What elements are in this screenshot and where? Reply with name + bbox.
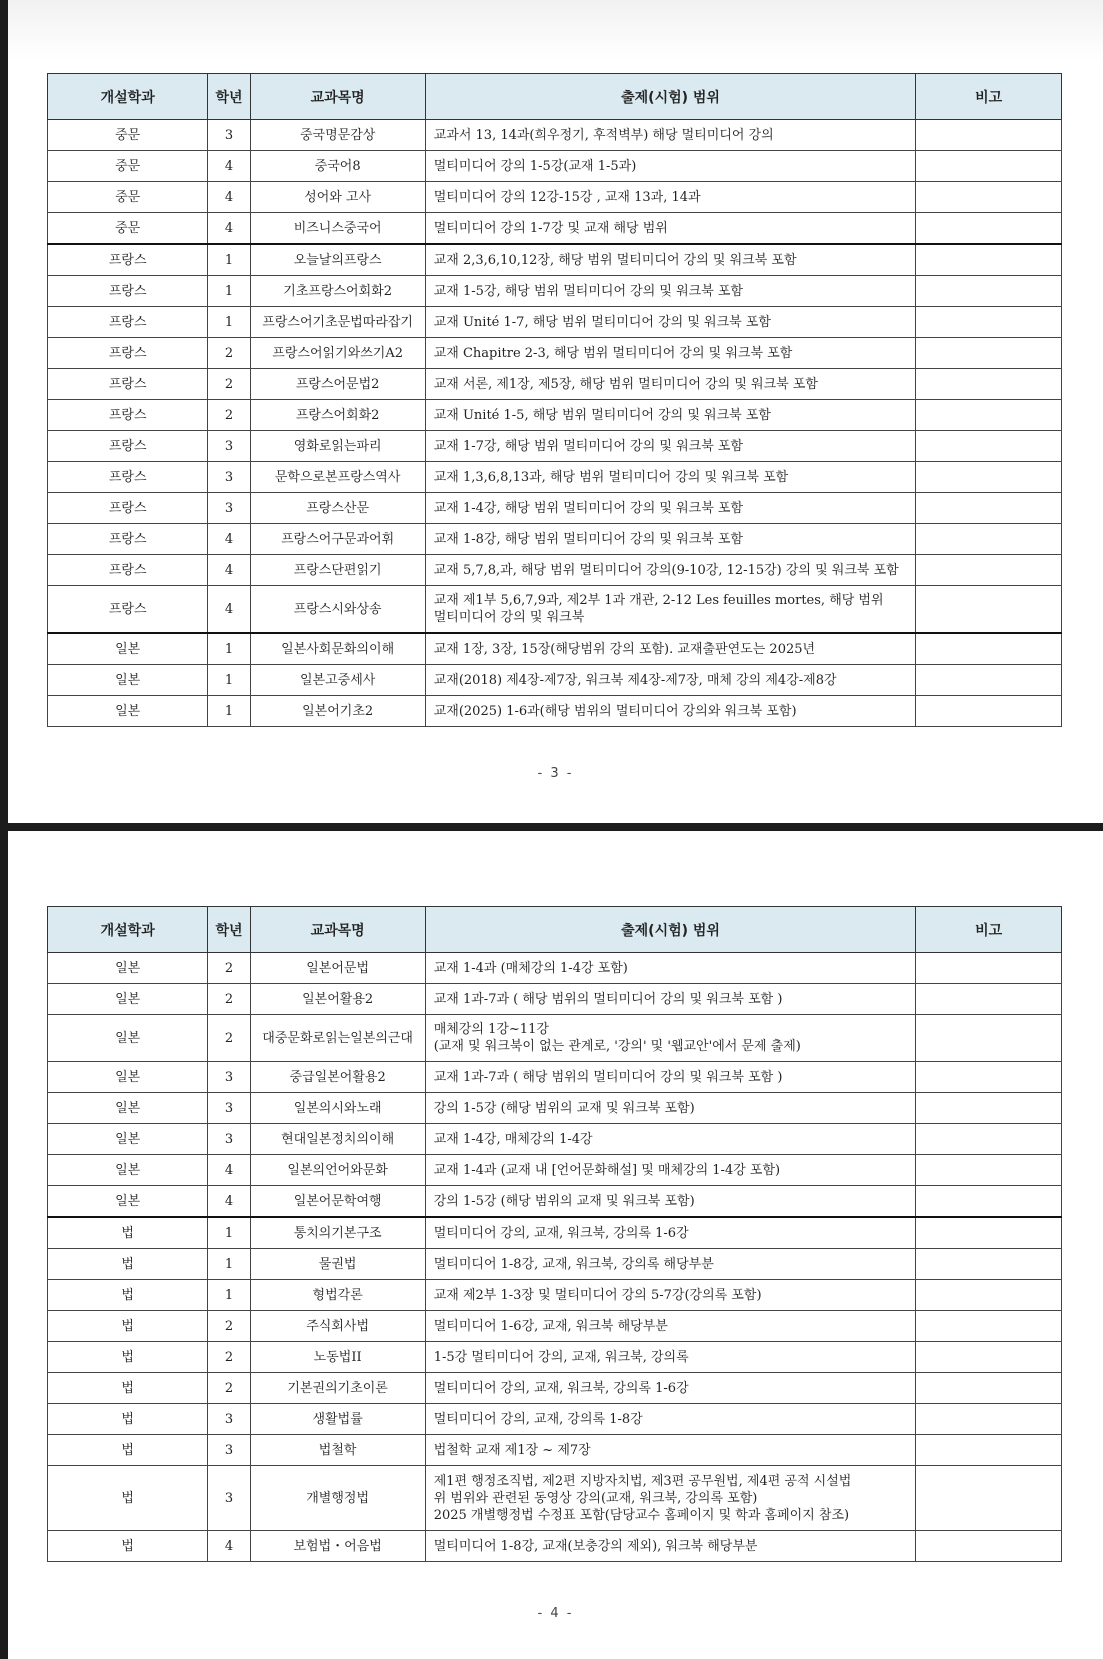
exam-range-line: 교재 1과-7과 ( 해당 범위의 멀티미디어 강의 및 워크북 포함 ) xyxy=(433,1069,783,1085)
cell-department: 중문 xyxy=(48,182,208,213)
header-course: 교과목명 xyxy=(250,74,425,120)
table-row xyxy=(48,1186,1062,1218)
exam-range-line: 교재 1,3,6,8,13과, 해당 범위 멀티미디어 강의 및 워크북 포함 xyxy=(433,469,789,485)
cell-department: 프랑스 xyxy=(48,462,208,493)
cell-note xyxy=(916,276,1062,307)
cell-year: 3 xyxy=(208,1435,250,1466)
cell-department: 프랑스 xyxy=(48,431,208,462)
cell-exam-range xyxy=(425,1217,916,1249)
cell-exam-range xyxy=(425,462,916,493)
cell-course: 법철학 xyxy=(250,1435,425,1466)
exam-range-line: 교재(2018) 제4장-제7장, 워크북 제4장-제7장, 매체 강의 제4강-제8강 xyxy=(433,672,837,688)
table-row xyxy=(48,182,1062,213)
table-row xyxy=(48,493,1062,524)
exam-range-table xyxy=(47,73,1062,727)
cell-department: 프랑스 xyxy=(48,400,208,431)
table-row xyxy=(48,1280,1062,1311)
cell-year: 2 xyxy=(208,953,250,984)
cell-course: 프랑스시와상송 xyxy=(250,586,425,634)
cell-year: 3 xyxy=(208,493,250,524)
cell-year: 2 xyxy=(208,1342,250,1373)
cell-note xyxy=(916,984,1062,1015)
cell-note xyxy=(916,1435,1062,1466)
cell-exam-range xyxy=(425,1435,916,1466)
cell-year: 3 xyxy=(208,1404,250,1435)
cell-department: 일본 xyxy=(48,1015,208,1062)
table-row xyxy=(48,1311,1062,1342)
cell-exam-range xyxy=(425,1280,916,1311)
cell-year: 2 xyxy=(208,1311,250,1342)
cell-exam-range xyxy=(425,338,916,369)
exam-range-line: 교재 1-4과 (교재 내 [언어문화해설] 및 매체강의 1-4강 포함) xyxy=(433,1162,781,1178)
cell-year: 2 xyxy=(208,984,250,1015)
cell-course: 비즈니스중국어 xyxy=(250,213,425,245)
cell-note xyxy=(916,400,1062,431)
cell-course: 보험법・어음법 xyxy=(250,1531,425,1562)
exam-range-line: 교재 Unité 1-7, 해당 범위 멀티미디어 강의 및 워크북 포함 xyxy=(433,314,771,330)
cell-department: 일본 xyxy=(48,1062,208,1093)
exam-range-line: 교재 Chapitre 2-3, 해당 범위 멀티미디어 강의 및 워크북 포함 xyxy=(433,345,793,361)
cell-course: 현대일본정치의이해 xyxy=(250,1124,425,1155)
cell-exam-range xyxy=(425,1466,916,1531)
cell-course: 프랑스어구문과어휘 xyxy=(250,524,425,555)
cell-course: 통치의기본구조 xyxy=(250,1217,425,1249)
cell-exam-range xyxy=(425,953,916,984)
exam-range-line: 교재 5,7,8,과, 해당 범위 멀티미디어 강의(9-10강, 12-15강) 강의 및 워크북 포함 xyxy=(433,562,899,578)
table-row xyxy=(48,1435,1062,1466)
page-number: - 4 - xyxy=(537,1606,574,1621)
cell-year: 1 xyxy=(208,1249,250,1280)
cell-course: 물권법 xyxy=(250,1249,425,1280)
cell-department: 법 xyxy=(48,1435,208,1466)
cell-note xyxy=(916,1124,1062,1155)
cell-exam-range xyxy=(425,1342,916,1373)
cell-course: 프랑스단편읽기 xyxy=(250,555,425,586)
cell-year: 4 xyxy=(208,213,250,245)
table-header-row xyxy=(48,907,1062,953)
cell-department: 프랑스 xyxy=(48,338,208,369)
cell-year: 3 xyxy=(208,120,250,151)
page-number: - 3 - xyxy=(537,766,574,781)
table-row xyxy=(48,555,1062,586)
cell-department: 일본 xyxy=(48,665,208,696)
cell-year: 1 xyxy=(208,276,250,307)
cell-department: 일본 xyxy=(48,1093,208,1124)
table-row xyxy=(48,1062,1062,1093)
cell-department: 일본 xyxy=(48,1124,208,1155)
header-exam-range: 출제(시험) 범위 xyxy=(425,907,916,953)
cell-department: 프랑스 xyxy=(48,244,208,276)
cell-exam-range xyxy=(425,984,916,1015)
table-body xyxy=(48,120,1062,727)
exam-range-line: 교재 1-8강, 해당 범위 멀티미디어 강의 및 워크북 포함 xyxy=(433,531,744,547)
cell-department: 프랑스 xyxy=(48,369,208,400)
cell-year: 3 xyxy=(208,431,250,462)
cell-note xyxy=(916,524,1062,555)
cell-department: 법 xyxy=(48,1311,208,1342)
table-row xyxy=(48,1466,1062,1531)
cell-year: 4 xyxy=(208,555,250,586)
table-row xyxy=(48,1093,1062,1124)
cell-course: 문학으로본프랑스역사 xyxy=(250,462,425,493)
cell-year: 1 xyxy=(208,1217,250,1249)
table-row xyxy=(48,1015,1062,1062)
cell-exam-range xyxy=(425,1249,916,1280)
cell-note xyxy=(916,244,1062,276)
table-row xyxy=(48,984,1062,1015)
cell-department: 일본 xyxy=(48,953,208,984)
cell-department: 일본 xyxy=(48,696,208,727)
exam-range-line: 교재 1장, 3장, 15장(해당범위 강의 포함). 교재출판연도는 2025년 xyxy=(433,641,816,657)
exam-range-line: 교재 제1부 5,6,7,9과, 제2부 1과 개관, 2-12 Les feuilles mortes, 해당 범위 xyxy=(433,593,884,608)
cell-year: 3 xyxy=(208,1124,250,1155)
cell-note xyxy=(916,953,1062,984)
cell-department: 프랑스 xyxy=(48,586,208,634)
table-body xyxy=(48,953,1062,1562)
table-row xyxy=(48,462,1062,493)
cell-year: 1 xyxy=(208,307,250,338)
cell-course: 프랑스어기초문법따라잡기 xyxy=(250,307,425,338)
exam-range-line: 교재(2025) 1-6과(해당 범위의 멀티미디어 강의와 워크북 포함) xyxy=(433,703,797,719)
cell-course: 중국어8 xyxy=(250,151,425,182)
cell-course: 일본사회문화의이해 xyxy=(250,633,425,665)
cell-course: 오늘날의프랑스 xyxy=(250,244,425,276)
exam-range-line: 멀티미디어 강의, 교재, 강의록 1-8강 xyxy=(433,1411,643,1427)
cell-course: 일본의시와노래 xyxy=(250,1093,425,1124)
exam-range-line: 교재 Unité 1-5, 해당 범위 멀티미디어 강의 및 워크북 포함 xyxy=(433,407,771,423)
cell-exam-range xyxy=(425,1404,916,1435)
table-row xyxy=(48,369,1062,400)
table-row xyxy=(48,244,1062,276)
cell-exam-range xyxy=(425,1373,916,1404)
cell-department: 일본 xyxy=(48,984,208,1015)
cell-note xyxy=(916,1186,1062,1218)
header-course: 교과목명 xyxy=(250,907,425,953)
cell-course: 프랑스어읽기와쓰기A2 xyxy=(250,338,425,369)
table-row xyxy=(48,953,1062,984)
exam-range-line: 멀티미디어 강의 1-5강(교재 1-5과) xyxy=(433,158,637,174)
cell-exam-range xyxy=(425,586,916,634)
table-row xyxy=(48,276,1062,307)
cell-course: 노동법II xyxy=(250,1342,425,1373)
exam-range-line: 강의 1-5강 (해당 범위의 교재 및 워크북 포함) xyxy=(433,1193,695,1209)
table-row xyxy=(48,1373,1062,1404)
table-row xyxy=(48,1531,1062,1562)
cell-year: 2 xyxy=(208,400,250,431)
cell-year: 1 xyxy=(208,696,250,727)
table-row xyxy=(48,213,1062,245)
cell-course: 생활법률 xyxy=(250,1404,425,1435)
cell-exam-range xyxy=(425,151,916,182)
cell-course: 개별행정법 xyxy=(250,1466,425,1531)
cell-note xyxy=(916,493,1062,524)
exam-range-line: 멀티미디어 강의 및 워크북 xyxy=(433,610,585,625)
cell-department: 법 xyxy=(48,1531,208,1562)
exam-range-line: 멀티미디어 강의, 교재, 워크북, 강의록 1-6강 xyxy=(433,1225,689,1241)
cell-exam-range xyxy=(425,182,916,213)
cell-course: 일본어기초2 xyxy=(250,696,425,727)
exam-range-line: (교재 및 워크북이 없는 관계로, '강의' 및 '웹교안'에서 문제 출제) xyxy=(433,1039,801,1054)
cell-department: 법 xyxy=(48,1280,208,1311)
cell-course: 일본의언어와문화 xyxy=(250,1155,425,1186)
cell-exam-range xyxy=(425,369,916,400)
cell-exam-range xyxy=(425,1186,916,1218)
cell-exam-range xyxy=(425,633,916,665)
cell-department: 프랑스 xyxy=(48,555,208,586)
cell-department: 중문 xyxy=(48,151,208,182)
table-row xyxy=(48,586,1062,634)
cell-department: 일본 xyxy=(48,1186,208,1218)
cell-year: 4 xyxy=(208,524,250,555)
cell-note xyxy=(916,369,1062,400)
cell-note xyxy=(916,1093,1062,1124)
cell-year: 2 xyxy=(208,338,250,369)
cell-year: 2 xyxy=(208,1373,250,1404)
cell-note xyxy=(916,182,1062,213)
cell-note xyxy=(916,1404,1062,1435)
cell-exam-range xyxy=(425,1062,916,1093)
cell-note xyxy=(916,665,1062,696)
table-row xyxy=(48,696,1062,727)
cell-year: 3 xyxy=(208,1466,250,1531)
table-row xyxy=(48,400,1062,431)
table-row xyxy=(48,524,1062,555)
cell-year: 1 xyxy=(208,244,250,276)
cell-course: 프랑스산문 xyxy=(250,493,425,524)
exam-range-line: 멀티미디어 1-8강, 교재, 워크북, 강의록 해당부분 xyxy=(433,1256,714,1272)
cell-note xyxy=(916,1249,1062,1280)
cell-note xyxy=(916,151,1062,182)
cell-year: 1 xyxy=(208,1280,250,1311)
exam-range-line: 위 범위와 관련된 동영상 강의(교재, 워크북, 강의록 포함) xyxy=(433,1490,758,1506)
table-row xyxy=(48,151,1062,182)
table-row xyxy=(48,665,1062,696)
cell-exam-range xyxy=(425,213,916,245)
cell-department: 법 xyxy=(48,1249,208,1280)
exam-range-line: 2025 개별행정법 수정표 포함(담당교수 홈페이지 및 학과 홈페이지 참조) xyxy=(433,1507,850,1523)
cell-course: 일본어문학여행 xyxy=(250,1186,425,1218)
cell-note xyxy=(916,1531,1062,1562)
cell-course: 영화로읽는파리 xyxy=(250,431,425,462)
exam-range-line: 교재 1-4과 (매체강의 1-4강 포함) xyxy=(433,960,628,976)
cell-exam-range xyxy=(425,665,916,696)
cell-note xyxy=(916,462,1062,493)
cell-note xyxy=(916,555,1062,586)
exam-range-line: 교재 2,3,6,10,12장, 해당 범위 멀티미디어 강의 및 워크북 포함 xyxy=(433,252,797,268)
exam-range-line: 교재 1-5강, 해당 범위 멀티미디어 강의 및 워크북 포함 xyxy=(433,283,744,299)
cell-department: 일본 xyxy=(48,1155,208,1186)
cell-course: 일본어활용2 xyxy=(250,984,425,1015)
cell-department: 법 xyxy=(48,1373,208,1404)
cell-note xyxy=(916,307,1062,338)
table-row xyxy=(48,120,1062,151)
cell-year: 1 xyxy=(208,665,250,696)
exam-range-line: 교재 서론, 제1장, 제5장, 해당 범위 멀티미디어 강의 및 워크북 포함 xyxy=(433,376,818,392)
cell-course: 기본권의기초이론 xyxy=(250,1373,425,1404)
cell-note xyxy=(916,1280,1062,1311)
exam-range-line: 교과서 13, 14과(희우정기, 후적벽부) 해당 멀티미디어 강의 xyxy=(433,127,774,143)
exam-range-line: 1-5강 멀티미디어 강의, 교재, 워크북, 강의록 xyxy=(433,1349,689,1365)
cell-note xyxy=(916,1342,1062,1373)
cell-exam-range xyxy=(425,1093,916,1124)
header-note: 비고 xyxy=(916,74,1062,120)
cell-course: 기초프랑스어회화2 xyxy=(250,276,425,307)
exam-range-line: 멀티미디어 강의, 교재, 워크북, 강의록 1-6강 xyxy=(433,1380,689,1396)
exam-range-line: 교재 1-4강, 매체강의 1-4강 xyxy=(433,1131,593,1147)
cell-department: 프랑스 xyxy=(48,276,208,307)
cell-exam-range xyxy=(425,696,916,727)
cell-department: 중문 xyxy=(48,120,208,151)
cell-note xyxy=(916,1311,1062,1342)
exam-range-line: 제1편 행정조직법, 제2편 지방자치법, 제3편 공무원법, 제4편 공적 시설법 xyxy=(433,1473,852,1489)
header-year: 학년 xyxy=(208,907,250,953)
exam-range-line: 교재 1-7강, 해당 범위 멀티미디어 강의 및 워크북 포함 xyxy=(433,438,744,454)
cell-note xyxy=(916,633,1062,665)
cell-course: 일본어문법 xyxy=(250,953,425,984)
cell-year: 4 xyxy=(208,151,250,182)
cell-course: 중급일본어활용2 xyxy=(250,1062,425,1093)
cell-note xyxy=(916,586,1062,634)
table-row xyxy=(48,633,1062,665)
cell-department: 중문 xyxy=(48,213,208,245)
cell-exam-range xyxy=(425,400,916,431)
exam-range-line: 매체강의 1강~11강 xyxy=(433,1022,549,1037)
cell-course: 성어와 고사 xyxy=(250,182,425,213)
exam-range-line: 강의 1-5강 (해당 범위의 교재 및 워크북 포함) xyxy=(433,1100,695,1116)
table-row xyxy=(48,1249,1062,1280)
header-department: 개설학과 xyxy=(48,907,208,953)
cell-note xyxy=(916,1373,1062,1404)
cell-exam-range xyxy=(425,244,916,276)
table-row xyxy=(48,1342,1062,1373)
cell-department: 프랑스 xyxy=(48,493,208,524)
cell-exam-range xyxy=(425,524,916,555)
cell-note xyxy=(916,338,1062,369)
cell-note xyxy=(916,213,1062,245)
cell-exam-range xyxy=(425,120,916,151)
cell-note xyxy=(916,1217,1062,1249)
cell-note xyxy=(916,1466,1062,1531)
header-exam-range: 출제(시험) 범위 xyxy=(425,74,916,120)
cell-exam-range xyxy=(425,1155,916,1186)
exam-range-line: 멀티미디어 1-6강, 교재, 워크북 해당부분 xyxy=(433,1318,668,1334)
cell-year: 2 xyxy=(208,1015,250,1062)
cell-department: 법 xyxy=(48,1342,208,1373)
cell-note xyxy=(916,1155,1062,1186)
cell-note xyxy=(916,120,1062,151)
cell-note xyxy=(916,1062,1062,1093)
cell-year: 4 xyxy=(208,1186,250,1218)
cell-exam-range xyxy=(425,1531,916,1562)
cell-department: 법 xyxy=(48,1217,208,1249)
cell-course: 주식회사법 xyxy=(250,1311,425,1342)
cell-exam-range xyxy=(425,431,916,462)
cell-course: 프랑스어문법2 xyxy=(250,369,425,400)
cell-department: 프랑스 xyxy=(48,307,208,338)
cell-year: 4 xyxy=(208,586,250,634)
cell-course: 프랑스어회화2 xyxy=(250,400,425,431)
cell-exam-range xyxy=(425,276,916,307)
table-header-row xyxy=(48,74,1062,120)
document-page-4 xyxy=(8,831,1103,1659)
cell-course: 일본고중세사 xyxy=(250,665,425,696)
table-row xyxy=(48,1404,1062,1435)
table-row xyxy=(48,1155,1062,1186)
header-department: 개설학과 xyxy=(48,74,208,120)
cell-note xyxy=(916,431,1062,462)
cell-exam-range xyxy=(425,307,916,338)
table-row xyxy=(48,1124,1062,1155)
exam-range-line: 법철학 교재 제1장 ~ 제7장 xyxy=(433,1442,591,1458)
cell-department: 법 xyxy=(48,1404,208,1435)
exam-range-line: 멀티미디어 1-8강, 교재(보충강의 제외), 워크북 해당부분 xyxy=(433,1538,758,1554)
cell-note xyxy=(916,696,1062,727)
cell-department: 일본 xyxy=(48,633,208,665)
cell-exam-range xyxy=(425,1311,916,1342)
cell-exam-range xyxy=(425,493,916,524)
table-row xyxy=(48,307,1062,338)
exam-range-line: 교재 1과-7과 ( 해당 범위의 멀티미디어 강의 및 워크북 포함 ) xyxy=(433,991,783,1007)
cell-year: 4 xyxy=(208,182,250,213)
table-row xyxy=(48,1217,1062,1249)
cell-year: 3 xyxy=(208,462,250,493)
cell-course: 대중문화로읽는일본의근대 xyxy=(250,1015,425,1062)
exam-range-table xyxy=(47,906,1062,1562)
cell-year: 1 xyxy=(208,633,250,665)
cell-year: 3 xyxy=(208,1062,250,1093)
cell-year: 2 xyxy=(208,369,250,400)
header-note: 비고 xyxy=(916,907,1062,953)
cell-year: 4 xyxy=(208,1155,250,1186)
document-page-3 xyxy=(8,0,1103,823)
exam-range-line: 교재 제2부 1-3장 및 멀티미디어 강의 5-7강(강의록 포함) xyxy=(433,1287,762,1303)
cell-department: 프랑스 xyxy=(48,524,208,555)
exam-range-line: 교재 1-4강, 해당 범위 멀티미디어 강의 및 워크북 포함 xyxy=(433,500,744,516)
cell-exam-range xyxy=(425,1015,916,1062)
header-year: 학년 xyxy=(208,74,250,120)
cell-department: 법 xyxy=(48,1466,208,1531)
exam-range-line: 멀티미디어 강의 1-7강 및 교재 해당 범위 xyxy=(433,220,668,236)
cell-exam-range xyxy=(425,555,916,586)
cell-exam-range xyxy=(425,1124,916,1155)
cell-year: 4 xyxy=(208,1531,250,1562)
table-row xyxy=(48,431,1062,462)
exam-range-line: 멀티미디어 강의 12강-15강 , 교재 13과, 14과 xyxy=(433,189,701,205)
cell-course: 중국명문감상 xyxy=(250,120,425,151)
table-row xyxy=(48,338,1062,369)
cell-year: 3 xyxy=(208,1093,250,1124)
cell-course: 형법각론 xyxy=(250,1280,425,1311)
cell-note xyxy=(916,1015,1062,1062)
